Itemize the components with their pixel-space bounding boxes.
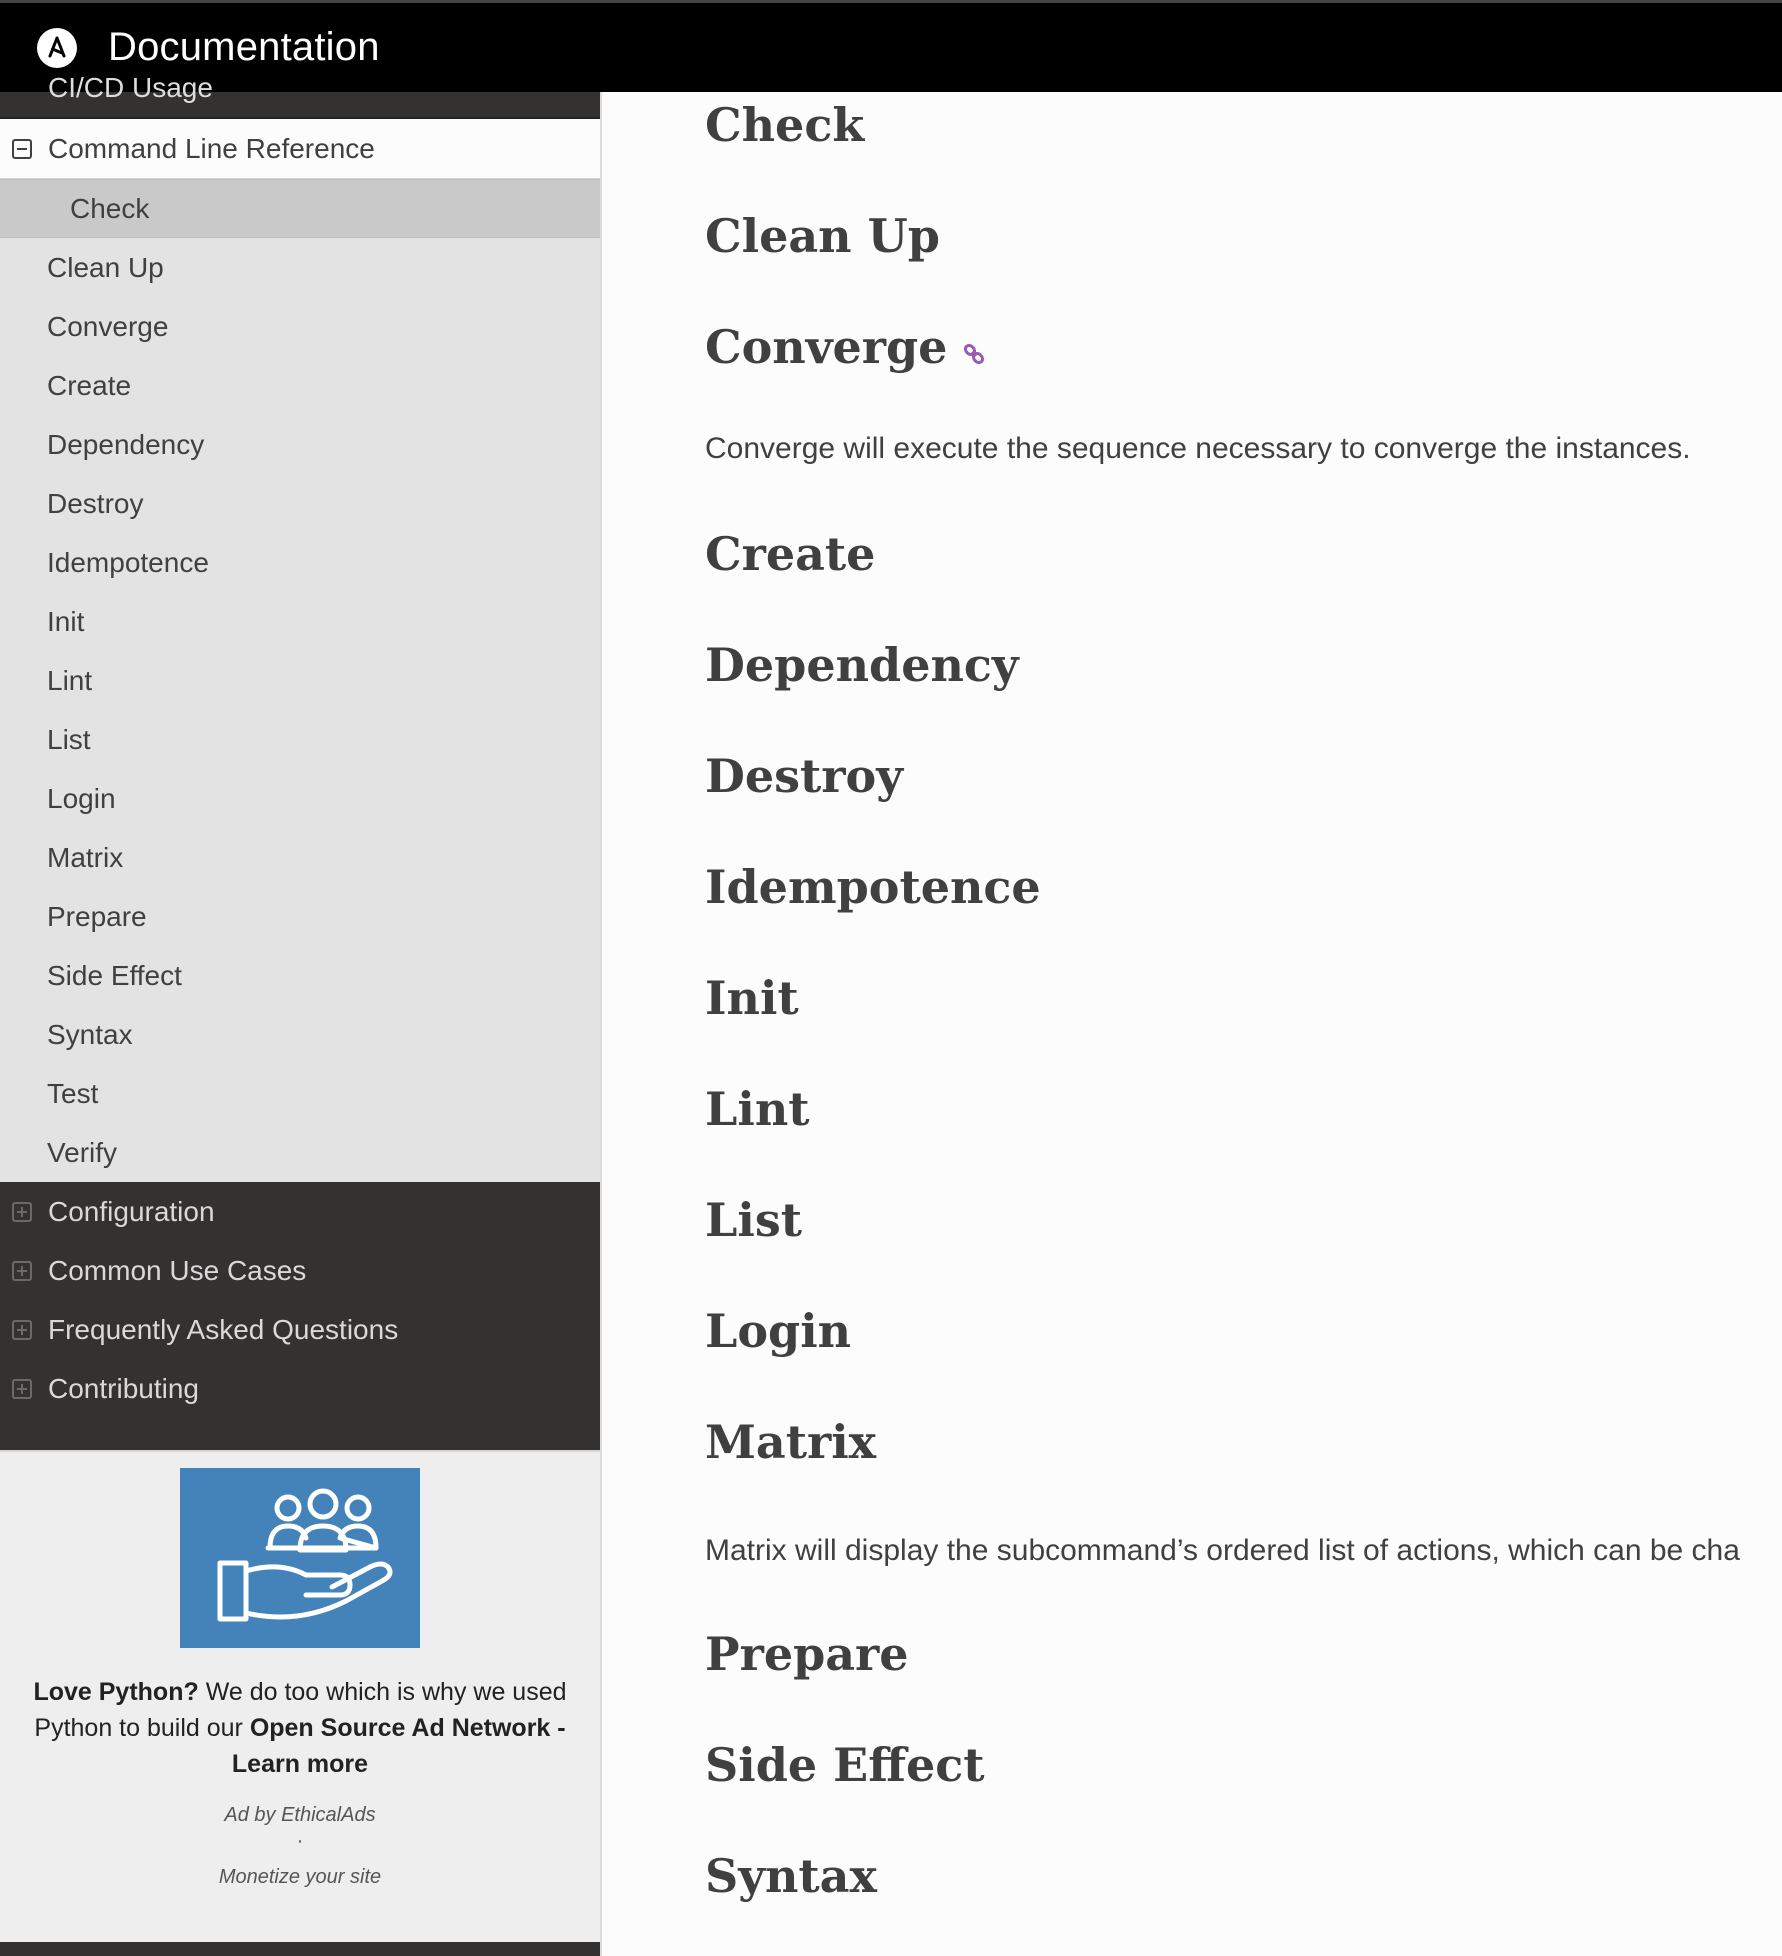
ad-link[interactable]: Open Source Ad Network - Learn more xyxy=(231,1714,566,1778)
sidebar-item-syntax[interactable] xyxy=(0,1005,600,1064)
expand-icon[interactable] xyxy=(12,1379,32,1399)
sidebar-item-verify[interactable] xyxy=(0,1123,600,1182)
monetize-link[interactable]: Monetize your site xyxy=(218,1866,382,1888)
heading-check: Check xyxy=(705,98,865,152)
heading-lint: Lint xyxy=(705,1082,810,1136)
sidebar-item-label: Configuration xyxy=(48,1195,215,1227)
sidebar-item-label: Test xyxy=(47,1077,99,1109)
heading-prepare: Prepare xyxy=(705,1627,909,1681)
ethical-ad xyxy=(0,1450,600,1942)
sidebar-item-label: Idempotence xyxy=(47,546,209,578)
expand-icon[interactable] xyxy=(12,1320,32,1340)
expand-icon[interactable] xyxy=(12,1202,32,1222)
sidebar-item-list[interactable] xyxy=(0,710,600,769)
people-on-hand-icon[interactable] xyxy=(180,1468,420,1648)
sidebar-subnav xyxy=(0,179,600,1182)
heading-login: Login xyxy=(705,1304,852,1358)
sidebar-collapsed-sections xyxy=(0,1182,600,1418)
sidebar-item-faq[interactable] xyxy=(0,1300,600,1359)
sidebar-item-label: Lint xyxy=(47,664,93,696)
site-title[interactable]: Documentation xyxy=(108,25,380,69)
sidebar-section-label: Command Line Reference xyxy=(48,132,375,164)
sidebar-item-destroy[interactable] xyxy=(0,474,600,533)
ad-body: We do too which is why we used Python to build our xyxy=(34,1678,567,1742)
main-content xyxy=(600,92,1782,1956)
sidebar-item-converge[interactable] xyxy=(0,297,600,356)
sidebar-item-label: CI/CD Usage xyxy=(48,72,213,103)
sidebar-item-label: Init xyxy=(47,605,85,637)
ansible-logo-icon[interactable] xyxy=(37,28,77,68)
sidebar-item-label: Destroy xyxy=(47,487,144,519)
sidebar-item-label: Create xyxy=(47,369,132,401)
sidebar-item-test[interactable] xyxy=(0,1064,600,1123)
sidebar-item-side-effect[interactable] xyxy=(0,946,600,1005)
sidebar-bottom xyxy=(0,1943,600,1956)
heading-syntax: Syntax xyxy=(705,1849,877,1903)
heading-side-effect: Side Effect xyxy=(705,1738,985,1792)
sidebar-item-label: Matrix xyxy=(47,841,124,873)
sidebar-item-label: Verify xyxy=(47,1136,118,1168)
top-bar xyxy=(0,0,1782,92)
heading-idempotence: Idempotence xyxy=(705,860,1041,914)
sidebar-item-label: Common Use Cases xyxy=(48,1254,307,1286)
heading-matrix: Matrix xyxy=(705,1415,877,1469)
sidebar-item-label: Clean Up xyxy=(47,251,164,283)
collapse-icon[interactable] xyxy=(12,139,32,159)
sidebar-item-label: Side Effect xyxy=(47,959,182,991)
sidebar-item-lint[interactable] xyxy=(0,651,600,710)
sidebar-item-dependency[interactable] xyxy=(0,415,600,474)
sidebar-item-check[interactable] xyxy=(0,179,600,238)
sidebar-item-prepare[interactable] xyxy=(0,887,600,946)
heading-converge xyxy=(705,320,987,378)
sidebar-item-label: Check xyxy=(70,192,150,224)
heading-text: Converge xyxy=(705,320,948,374)
sidebar-item-label: Contributing xyxy=(48,1372,199,1404)
sidebar-item-init[interactable] xyxy=(0,592,600,651)
sidebar-section-command-line-reference[interactable] xyxy=(0,119,600,179)
heading-list: List xyxy=(705,1193,802,1247)
matrix-description: Matrix will display the subcommand’s ordered list of actions, which can be cha xyxy=(705,1534,1740,1567)
sidebar-item-login[interactable] xyxy=(0,769,600,828)
sidebar-item-create[interactable] xyxy=(0,356,600,415)
heading-init: Init xyxy=(705,971,799,1025)
sidebar-item-label: Converge xyxy=(47,310,169,342)
sidebar-item-common-use-cases[interactable] xyxy=(0,1241,600,1300)
sidebar-item-label: Frequently Asked Questions xyxy=(48,1313,399,1345)
converge-description: Converge will execute the sequence necessary to converge the instances. xyxy=(705,432,1691,465)
sidebar-item-matrix[interactable] xyxy=(0,828,600,887)
heading-destroy: Destroy xyxy=(705,749,903,803)
sidebar-item-label: Login xyxy=(47,782,116,814)
sidebar-item-clean-up[interactable] xyxy=(0,238,600,297)
ad-text[interactable] xyxy=(14,1674,586,1782)
sidebar-item-label: List xyxy=(47,723,91,755)
heading-create: Create xyxy=(705,527,876,581)
sidebar-item-label: Syntax xyxy=(47,1018,133,1050)
sidebar-item-ci-cd-usage[interactable] xyxy=(0,72,600,119)
sidebar-item-contributing[interactable] xyxy=(0,1359,600,1418)
link-icon[interactable] xyxy=(961,324,987,378)
heading-clean-up: Clean Up xyxy=(705,209,940,263)
ad-separator: · xyxy=(296,1830,304,1852)
ad-headline: Love Python? xyxy=(33,1678,199,1706)
sidebar-item-label: Dependency xyxy=(47,428,205,460)
expand-icon[interactable] xyxy=(12,1261,32,1281)
sidebar-item-idempotence[interactable] xyxy=(0,533,600,592)
ad-by-label[interactable]: Ad by EthicalAds xyxy=(224,1804,376,1826)
sidebar-item-configuration[interactable] xyxy=(0,1182,600,1241)
sidebar-item-label: Prepare xyxy=(47,900,147,932)
heading-dependency: Dependency xyxy=(705,638,1019,692)
